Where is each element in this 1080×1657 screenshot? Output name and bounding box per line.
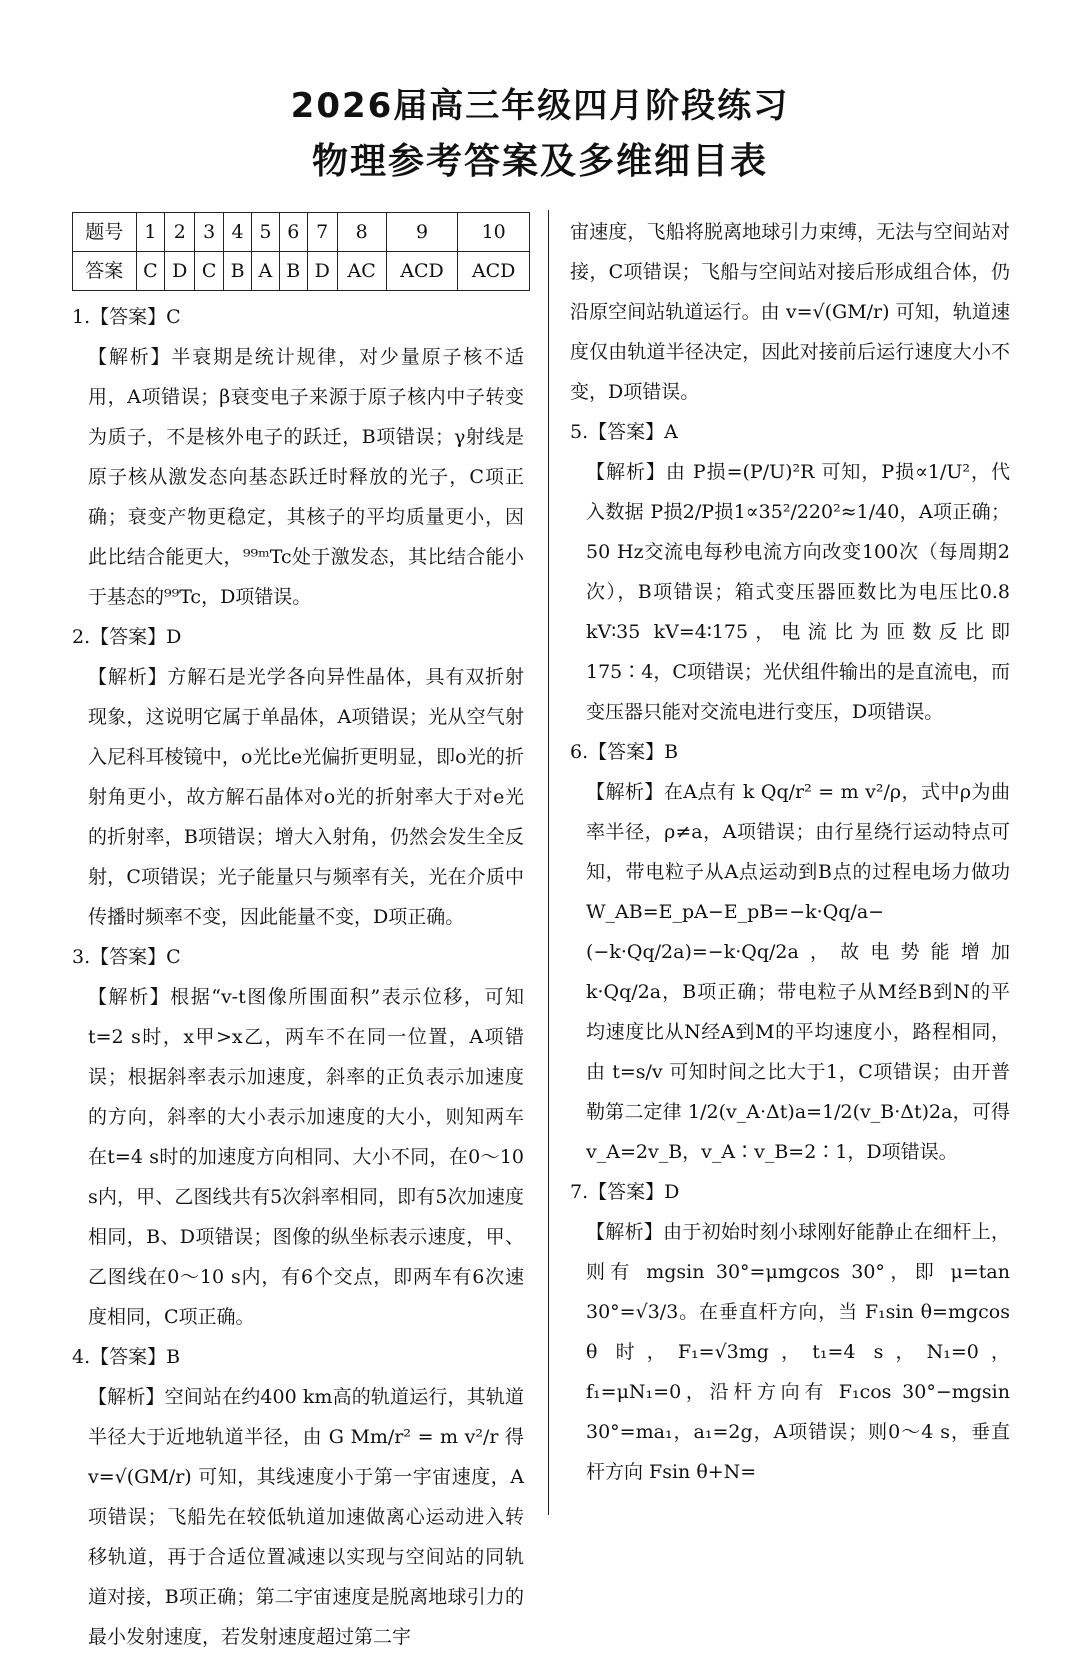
question-number-cell: 8 [337,213,386,252]
question-1 [72,297,524,617]
question-number-cell: 3 [195,213,224,252]
answer-heading: 5.【答案】A [570,421,678,443]
answer-cell: A [252,252,280,291]
explanation-text: 【解析】由 P损=(P/U)²R 可知，P损∝1/U²，代入数据 P损2/P损1∝35²/220²≈1/40，A项正确；50 Hz交流电每秒电流方向改变100次（每周期2次），B项错误；箱式变压器匝数比为电压比0.8 kV∶35 kV=4∶175，电流比为匝数反比即175∶4，C项错误；光伏组件输出的是直流电，而变压器只能对交流电进行变压，D项错误。 [586,461,1010,723]
question-4 [72,1337,524,1657]
question-number-cell: 4 [224,213,252,252]
answer-heading: 6.【答案】B [570,741,679,763]
answer-cell: ACD [386,252,458,291]
answer-heading: 7.【答案】D [570,1181,680,1203]
answer-cell: ACD [458,252,530,291]
page-subtitle: 物理参考答案及多维细目表 [311,141,768,182]
question-7 [570,1172,1010,1492]
question-number-cell: 5 [252,213,280,252]
answer-cell: B [224,252,252,291]
explanation-text: 【解析】半衰期是统计规律，对少量原子核不适用，A项错误；β衰变电子来源于原子核内中子转变为质子，不是核外电子的跃迁，B项错误；γ射线是原子核从激发态向基态跃迁时释放的光子，C项正确；衰变产物更稳定，其核子的平均质量更小，因此比结合能更大，⁹⁹ᵐTc处于激发态，其比结合能小于基态的⁹⁹Tc，D项错误。 [88,346,524,608]
right-column [570,212,1010,1492]
explanation-continued: 宙速度，飞船将脱离地球引力束缚，无法与空间站对接，C项错误；飞船与空间站对接后形成组合体，仍沿原空间站轨道运行。由 v=√(GM/r) 可知，轨道速度仅由轨道半径决定，因此对接前后运行速度大小不变，D项错误。 [570,221,1010,403]
table-header-cell: 题号 [73,213,137,252]
answer-table-number-row [73,213,530,252]
answer-heading: 4.【答案】B [72,1346,181,1368]
question-6 [570,732,1010,1172]
answer-table-answer-row [73,252,530,291]
answer-table [72,212,530,291]
question-number-cell: 7 [307,213,337,252]
answer-heading: 3.【答案】C [72,946,181,968]
question-number-cell: 1 [136,213,165,252]
table-header-cell: 答案 [73,252,137,291]
answer-heading: 2.【答案】D [72,626,182,648]
answer-cell: C [136,252,165,291]
explanation-text: 【解析】根据“v-t图像所围面积”表示位移，可知t=2 s时，x甲>x乙，两车不在同一位置，A项错误；根据斜率表示加速度，斜率的正负表示加速度的方向，斜率的大小表示加速度的大小，则知两车在t=4 s时的加速度方向相同、大小不同，在0～10 s内，甲、乙图线共有5次斜率相同，即有5次加速度相同，B、D项错误；图像的纵坐标表示速度，甲、乙图线在0～10 s内，有6个交点，即两车有6次速度相同，C项正确。 [88,986,524,1328]
question-number-cell: 9 [386,213,458,252]
answer-cell: AC [337,252,386,291]
explanation-text: 【解析】方解石是光学各向异性晶体，具有双折射现象，这说明它属于单晶体，A项错误；光从空气射入尼科耳棱镜中，o光比e光偏折更明显，即o光的折射角更小，故方解石晶体对o光的折射率大于对e光的折射率，B项错误；增大入射角，仍然会发生全反射，C项错误；光子能量只与频率有关，光在介质中传播时频率不变，因此能量不变，D项正确。 [88,666,524,928]
explanation-text: 【解析】在A点有 k Qq/r² = m v²/ρ，式中ρ为曲率半径，ρ≠a，A项错误；由行星绕行运动特点可知，带电粒子从A点运动到B点的过程电场力做功 W_AB=E_pA−E_pB=−k·Qq/a−(−k·Qq/2a)=−k·Qq/2a，故电势能增加 k·Qq/2a，B项正确；带电粒子从M经B到N的平均速度比从N经A到M的平均速度小，路程相同，由 t=s/v 可知时间之比大于1，C项错误；由开普勒第二定律 1/2(v_A·Δt)a=1/2(v_B·Δt)2a，可得 v_A=2v_B，v_A∶v_B=2∶1，D项错误。 [586,781,1010,1163]
question-3 [72,937,524,1337]
page-title: 2026届高三年级四月阶段练习 [290,86,790,126]
question-5 [570,412,1010,732]
left-column [72,212,524,1657]
answer-heading: 1.【答案】C [72,306,181,328]
explanation-text: 【解析】空间站在约400 km高的轨道运行，其轨道半径大于近地轨道半径，由 G Mm/r² = m v²/r 得 v=√(GM/r) 可知，其线速度小于第一宇宙速度，A项错误；飞船先在较低轨道加速做离心运动进入转移轨道，再于合适位置减速以实现与空间站的同轨道对接，B项正确；第二宇宙速度是脱离地球引力的最小发射速度，若发射速度超过第二宇 [88,1386,524,1648]
answer-cell: D [165,252,195,291]
question-number-cell: 10 [458,213,530,252]
question-2 [72,617,524,937]
answer-cell: C [195,252,224,291]
question-number-cell: 2 [165,213,195,252]
answer-cell: D [307,252,337,291]
answer-cell: B [279,252,307,291]
explanation-text: 【解析】由于初始时刻小球刚好能静止在细杆上，则有 mgsin 30°=μmgcos 30°，即 μ=tan 30°=√3/3。在垂直杆方向，当 F₁sin θ=mgcos θ 时，F₁=√3mg，t₁=4 s，N₁=0，f₁=μN₁=0，沿杆方向有 F₁cos 30°−mgsin 30°=ma₁，a₁=2g，A项错误；则0～4 s，垂直杆方向 Fsin θ+N= [586,1221,1010,1483]
column-divider [548,210,549,1515]
question-number-cell: 6 [279,213,307,252]
